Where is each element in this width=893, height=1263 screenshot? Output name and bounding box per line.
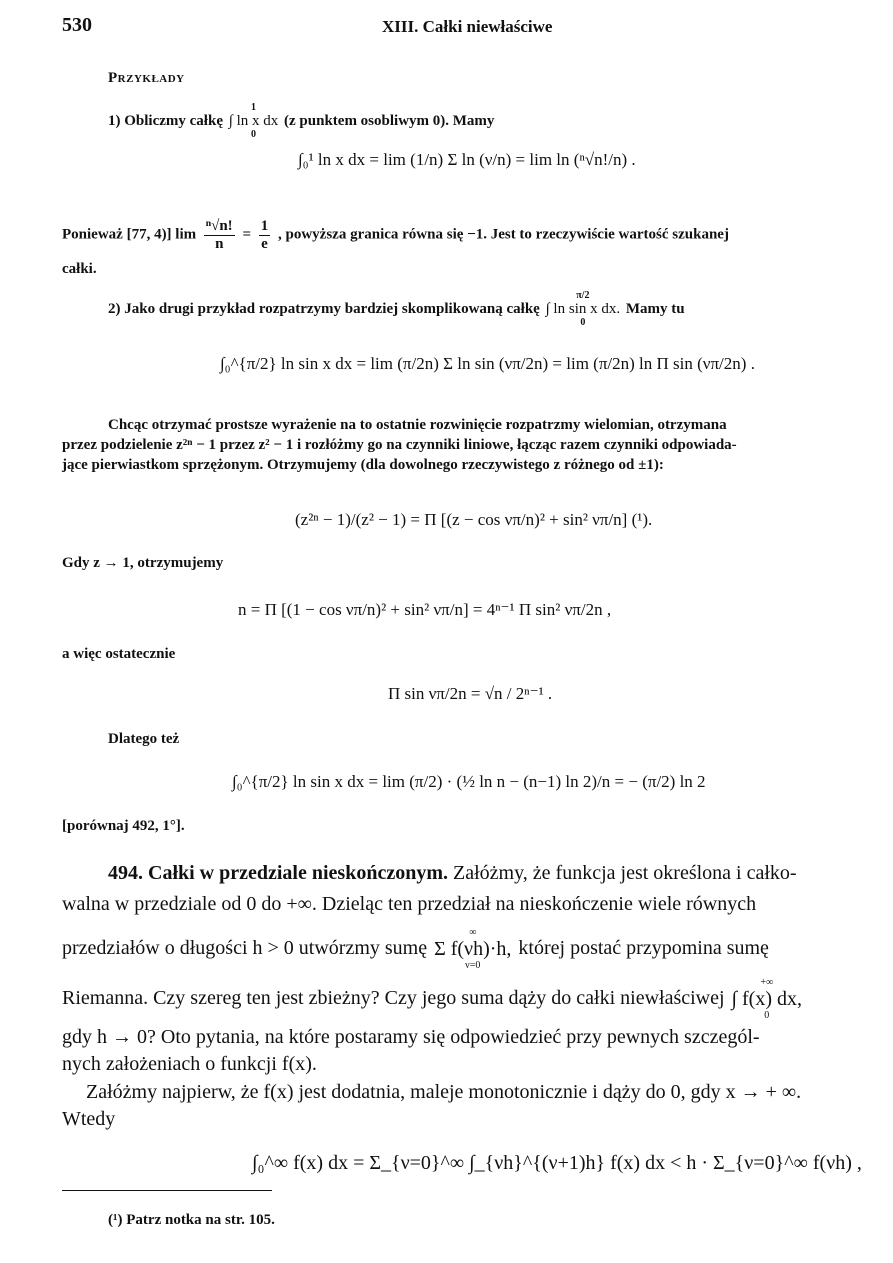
example2-intro: 2) Jako drugi przykład rozpatrzymy bardziej skomplikowaną całkę π/2 ∫ ln sin x dx. 0 Mamy tu	[108, 290, 685, 328]
section-494-line8: Wtedy	[62, 1108, 116, 1130]
section-494-line3: przedziałów o długości h > 0 utwórzmy sumę ∞ Σ f(νh)·h, ν=0 której postać przypomina sumę	[62, 927, 769, 971]
example2-para-line3: jące pierwiastkom sprzężonym. Otrzymujemy (dla dowolnego rzeczywistego z różnego od ±1):	[62, 457, 664, 473]
example2-result-formula: ∫₀^{π/2} ln sin x dx = lim (π/2) · (½ ln n − (n−1) ln 2)/n = − (π/2) ln 2	[232, 772, 706, 791]
section-494-line7: Załóżmy najpierw, że f(x) jest dodatnia, maleje monotonicznie i dąży do 0, gdy x → + ∞.	[86, 1081, 802, 1103]
footnote-mark: (¹)	[108, 1212, 123, 1228]
example2-n-formula: n = Π [(1 − cos νπ/n)² + sin² νπ/n] = 4ⁿ⁻¹ Π sin² νπ/2n ,	[238, 600, 612, 619]
example1-formula: ∫₀¹ ln x dx = lim (1/n) Σ ln (ν/n) = lim ln (ⁿ√n!/n) .	[298, 150, 636, 169]
example2-para-line1: Chcąc otrzymać prostsze wyrażenie na to ostatnie rozwinięcie rozpatrzmy wielomian, otrzymana	[108, 417, 727, 433]
example1-since-line: Ponieważ [77, 4)] lim $\frac{\text{ⁿ√n!}}{n}$ = $\frac{1}{e}$ , powyższa granica równa się −1. Jest to rzeczywiście wartość szukanej	[62, 218, 729, 252]
example2-therefore: Dlatego też	[108, 731, 180, 747]
example1-intro: 1) Obliczmy całkę 1 ∫ ln x dx 0 (z punktem osobliwym 0). Mamy	[108, 102, 495, 140]
page-number: 530	[62, 14, 92, 36]
example2-hence: a więc ostatecznie	[62, 646, 176, 662]
section-494-line1: 494. Całki w przedziale nieskończonym. Załóżmy, że funkcja jest określona i całko-	[108, 862, 797, 884]
section-494-final-formula: ∫₀^∞ f(x) dx = Σ_{ν=0}^∞ ∫_{νh}^{(ν+1)h} f(x) dx < h · Σ_{ν=0}^∞ f(νh) ,	[252, 1152, 862, 1174]
running-title: XIII. Całki niewłaściwe	[382, 17, 553, 36]
section-494-line6: nych założeniach o funkcji f(x).	[62, 1053, 317, 1075]
section-494-line2: walna w przedziale od 0 do +∞. Dzieląc ten przedział na nieskończenie wiele równych	[62, 893, 757, 915]
example2-product-formula: (z²ⁿ − 1)/(z² − 1) = Π [(z − cos νπ/n)² + sin² νπ/n] (¹).	[295, 510, 653, 529]
footnote-rule	[62, 1190, 272, 1191]
examples-heading: Przykłady	[108, 70, 185, 86]
example2-compare: [porównaj 492, 1°].	[62, 818, 185, 834]
footnote-text: Patrz notka na str. 105.	[126, 1212, 275, 1228]
footnote	[108, 1212, 275, 1229]
section-494-line5: gdy h → 0? Oto pytania, na które postaramy się odpowiedzieć przy pewnych szczegól-	[62, 1026, 760, 1048]
example2-formula: ∫₀^{π/2} ln sin x dx = lim (π/2n) Σ ln sin (νπ/2n) = lim (π/2n) ln Π sin (νπ/2n) .	[220, 354, 755, 373]
section-title: Całki w przedziale nieskończonym.	[148, 862, 448, 884]
example2-para-line2: przez podzielenie z²ⁿ − 1 przez z² − 1 i rozłóżmy go na czynniki liniowe, łącząc razem czynniki odpowiada-	[62, 437, 737, 453]
example1-end: całki.	[62, 261, 97, 277]
section-number: 494.	[108, 862, 143, 884]
example2-when: Gdy z → 1, otrzymujemy	[62, 555, 224, 571]
example2-final-product: Π sin νπ/2n = √n / 2ⁿ⁻¹ .	[388, 684, 553, 703]
section-494-line4: Riemanna. Czy szereg ten jest zbieżny? Czy jego suma dąży do całki niewłaściwej +∞ ∫ f(x) dx, 0	[62, 977, 803, 1021]
